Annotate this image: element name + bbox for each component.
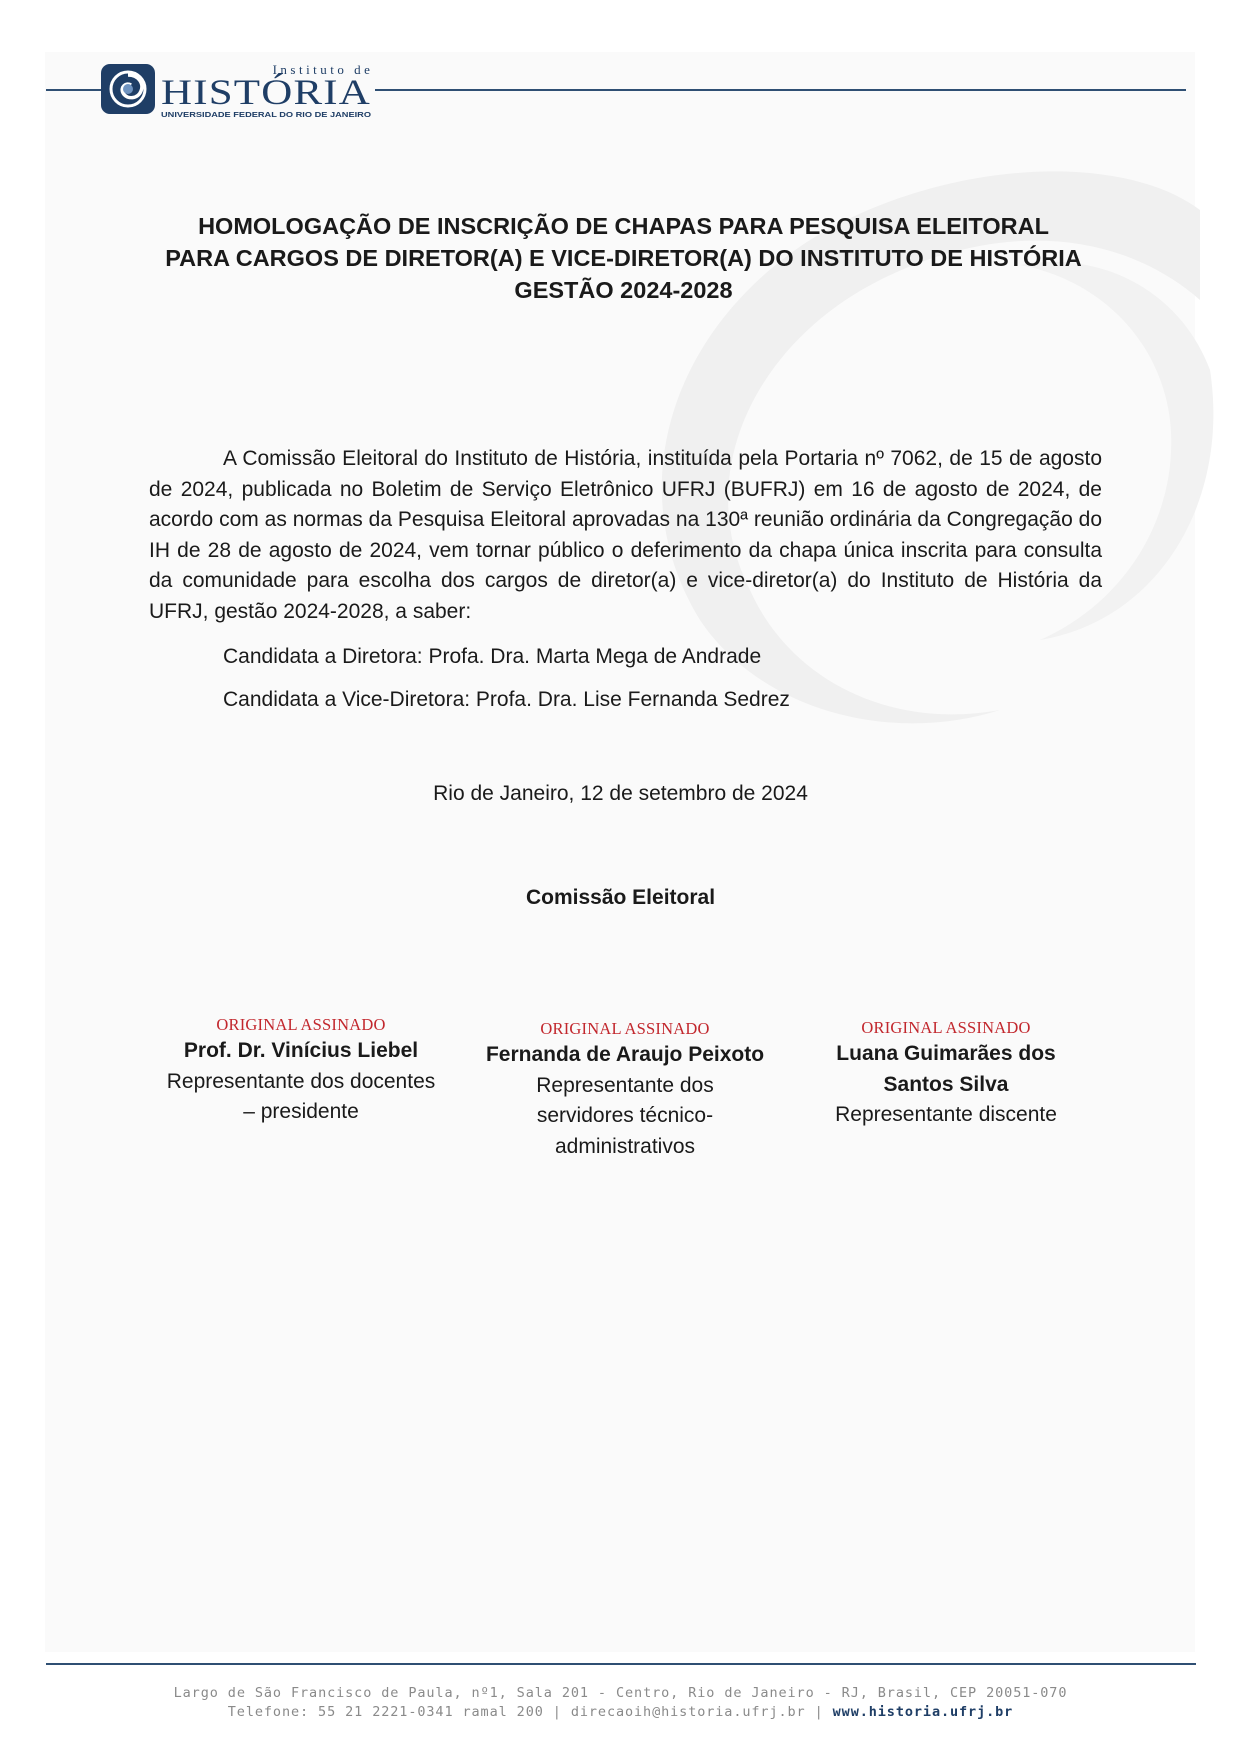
signature-block-technical-staff: [469, 1018, 781, 1162]
footer-rule: [46, 1663, 1196, 1665]
signature-name: Prof. Dr. Vinícius Liebel: [183, 1039, 419, 1062]
candidate-vice-director: Candidata a Vice-Diretora: Profa. Dra. Lise Fernanda Sedrez: [223, 688, 790, 711]
date-line: Rio de Janeiro, 12 de setembro de 2024: [433, 782, 808, 805]
document-title: [130, 210, 1117, 306]
signature-role: Representante dos docentes: [166, 1069, 436, 1093]
signature-stamp: ORIGINAL ASSINADO: [861, 1018, 1031, 1037]
committee-title: Comissão Eleitoral: [525, 886, 716, 909]
header-rule-right: [375, 89, 1186, 91]
signature-block-student: [790, 1017, 1102, 1131]
signature-block-president: [145, 1014, 457, 1128]
signature-stamp: ORIGINAL ASSINADO: [216, 1015, 386, 1034]
instituto-historia-logo: [101, 60, 376, 122]
title-line-1: HOMOLOGAÇÃO DE INSCRIÇÃO DE CHAPAS PARA PESQUISA ELEITORAL: [198, 213, 1049, 239]
signature-role: administrativos: [554, 1134, 696, 1158]
logo-big-text: HISTÓRIA: [161, 72, 371, 112]
body-paragraph: [149, 444, 1102, 628]
footer-phone-email: Telefone: 55 21 2221-0341 ramal 200 | direcaoih@historia.ufrj.br |: [227, 1704, 833, 1720]
body-paragraph-text: A Comissão Eleitoral do Instituto de História, instituída pela Portaria nº 7062, de 15 de agosto de 2024, publicada no Boletim de Serviço Eletrônico UFRJ (BUFRJ) em 16 de agosto de 2024, de acordo com as normas da Pesquisa Eleitoral aprovadas na 130ª reunião ordinária da Congregação do IH de 28 de agosto de 2024, vem tornar público o deferimento da chapa única inscrita para consulta da comunidade para escolha dos cargos de diretor(a) e vice-diretor(a) do Instituto de História da UFRJ, gestão 2024-2028, a saber:: [149, 447, 1102, 623]
title-line-3: GESTÃO 2024-2028: [514, 277, 733, 303]
signature-role: servidores técnico-: [536, 1104, 714, 1127]
title-line-2: PARA CARGOS DE DIRETOR(A) E VICE-DIRETOR(A) DO INSTITUTO DE HISTÓRIA: [165, 245, 1082, 271]
footer-address: Largo de São Francisco de Paula, nº1, Sala 201 - Centro, Rio de Janeiro - RJ, Brasil, CEP 20051-070: [173, 1685, 1068, 1701]
footer: [0, 1684, 1241, 1722]
footer-contact: [0, 1703, 1241, 1722]
signature-name: Santos Silva: [883, 1072, 1009, 1096]
footer-website-link[interactable]: www.historia.ufrj.br: [832, 1704, 1014, 1720]
logo-sub-text: UNIVERSIDADE FEDERAL DO RIO DE JANEIRO: [161, 110, 372, 119]
logo-small-text: Instituto de: [272, 62, 374, 77]
signature-name: Luana Guimarães dos: [836, 1042, 1056, 1065]
candidate-director: Candidata a Diretora: Profa. Dra. Marta Mega de Andrade: [223, 645, 762, 668]
signature-role: Representante discente: [835, 1103, 1057, 1126]
header-rule-left: [46, 89, 101, 91]
signature-name: Fernanda de Araujo Peixoto: [485, 1043, 765, 1066]
signature-stamp: ORIGINAL ASSINADO: [540, 1019, 710, 1038]
signature-role: – presidente: [243, 1100, 359, 1123]
signature-role: Representante dos: [536, 1073, 714, 1097]
